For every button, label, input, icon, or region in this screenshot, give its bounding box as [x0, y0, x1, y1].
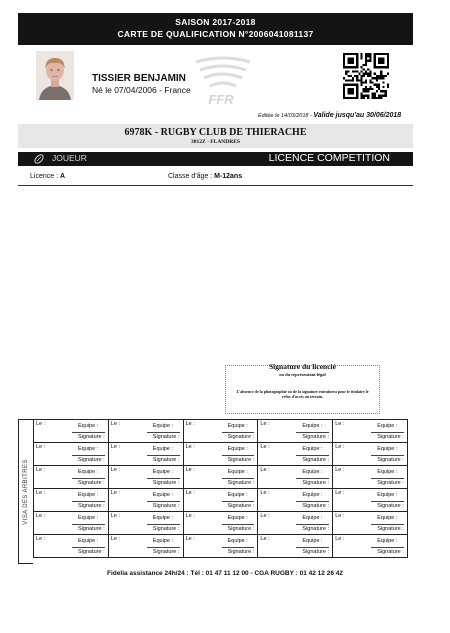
visa-team-label: Equipe : — [302, 515, 323, 521]
visa-team-label: Equipe : — [78, 446, 99, 452]
visa-team-label: Equipe : — [377, 469, 398, 475]
visa-signature-label: Signature : — [302, 526, 329, 532]
visa-date-label: Le : — [36, 490, 46, 496]
visa-cell[interactable] — [108, 489, 183, 512]
visa-team-label: Equipe : — [302, 492, 323, 498]
visa-team-label: Equipe : — [152, 492, 173, 498]
visa-team-label: Equipe : — [152, 469, 173, 475]
visa-cell[interactable] — [183, 489, 258, 512]
visa-row — [34, 420, 408, 443]
visa-date-label: Le : — [185, 490, 195, 496]
visa-row — [34, 443, 408, 466]
visa-date-label: Le : — [335, 536, 345, 542]
visa-cell-divider — [72, 547, 105, 548]
visa-cell-divider — [147, 432, 180, 433]
visa-cell-divider — [147, 501, 180, 502]
visa-cell[interactable] — [258, 443, 333, 466]
visa-signature-label: Signature : — [227, 434, 255, 440]
visa-signature-label: Signature : — [78, 503, 105, 509]
visa-team-label: Equipe : — [78, 492, 99, 498]
visa-row — [34, 489, 408, 512]
visa-date-label: Le : — [260, 421, 270, 427]
visa-date-label: Le : — [335, 421, 345, 427]
licence-type: LICENCE COMPETITION — [268, 152, 390, 164]
visa-date-label: Le : — [110, 513, 120, 519]
assistance-footer: Fidelia assistance 24h/24 : Tél : 01 47 11 12 00 - CGA RUGBY : 01 42 12 26 42 — [107, 570, 343, 577]
visa-cell[interactable] — [333, 443, 408, 466]
visa-cell[interactable] — [183, 443, 258, 466]
licence-value: A — [59, 173, 66, 180]
visa-cell[interactable] — [258, 466, 333, 489]
visa-cell-divider — [222, 524, 255, 525]
visa-team-label: Equipe : — [152, 446, 173, 452]
visa-date-label: Le : — [36, 513, 46, 519]
visa-cell-divider — [72, 524, 105, 525]
visa-team-label: Equipe : — [78, 469, 99, 475]
club-name: 6978K - RUGBY CLUB DE THIERACHE — [124, 127, 307, 138]
visa-team-label: Equipe : — [78, 423, 99, 429]
club-region: 3012Z - FLANDRES — [191, 139, 240, 145]
visa-cell-divider — [72, 455, 105, 456]
visa-team-label: Equipe : — [152, 515, 173, 521]
divider — [18, 185, 413, 186]
visa-cell-divider — [222, 478, 255, 479]
signature-subtitle: ou du représentant légal — [279, 372, 326, 377]
visa-cell-divider — [371, 455, 404, 456]
visa-cell[interactable] — [333, 512, 408, 535]
visa-cell[interactable] — [333, 489, 408, 512]
visa-team-label: Equipe : — [78, 515, 99, 521]
visa-cell-divider — [371, 501, 404, 502]
visa-date-label: Le : — [185, 467, 195, 473]
visa-row — [34, 535, 408, 558]
visa-cell-divider — [296, 524, 329, 525]
visa-date-label: Le : — [36, 421, 46, 427]
visa-cell-divider — [147, 455, 180, 456]
age-class-field — [168, 173, 242, 180]
signature-box — [225, 362, 380, 414]
visa-team-label: Equipe : — [152, 538, 173, 544]
card-number-title: CARTE DE QUALIFICATION N°2006041081137 — [117, 29, 314, 39]
referee-visa-label-box — [18, 419, 33, 564]
visa-team-label: Equipe : — [152, 423, 173, 429]
visa-date-label: Le : — [335, 513, 345, 519]
rugby-ball-icon — [33, 153, 45, 165]
visa-signature-label: Signature : — [152, 526, 180, 532]
qr-code — [343, 53, 389, 99]
visa-date-label: Le : — [185, 513, 195, 519]
visa-team-label: Equipe : — [227, 469, 248, 475]
visa-signature-label: Signature : — [377, 549, 404, 555]
club-band — [18, 124, 413, 148]
visa-team-label: Equipe : — [227, 538, 248, 544]
visa-team-label: Equipe : — [227, 446, 248, 452]
visa-signature-label: Signature : — [152, 503, 180, 509]
licence-label: Licence : — [30, 173, 59, 180]
edition-date: Editée le 14/03/2018 - — [258, 113, 314, 119]
visa-signature-label: Signature : — [302, 503, 329, 509]
visa-signature-label: Signature : — [302, 457, 329, 463]
player-name: TISSIER BENJAMIN — [92, 73, 186, 84]
visa-date-label: Le : — [260, 467, 270, 473]
visa-team-label: Equipe : — [78, 538, 99, 544]
visa-date-label: Le : — [110, 467, 120, 473]
visa-cell[interactable] — [108, 420, 183, 443]
visa-cell[interactable] — [108, 443, 183, 466]
visa-team-label: Equipe : — [377, 538, 398, 544]
visa-date-label: Le : — [185, 444, 195, 450]
visa-cell-divider — [222, 455, 255, 456]
visa-cell[interactable] — [183, 512, 258, 535]
visa-cell-divider — [371, 547, 404, 548]
visa-signature-label: Signature : — [227, 503, 255, 509]
visa-team-label: Equipe : — [302, 423, 323, 429]
visa-row — [34, 512, 408, 535]
visa-cell[interactable] — [34, 466, 109, 489]
visa-cell-divider — [296, 455, 329, 456]
visa-date-label: Le : — [36, 536, 46, 542]
visa-date-label: Le : — [260, 513, 270, 519]
visa-cell-divider — [371, 478, 404, 479]
visa-date-label: Le : — [260, 536, 270, 542]
visa-cell-divider — [222, 501, 255, 502]
visa-cell[interactable] — [34, 420, 109, 443]
visa-cell-divider — [296, 478, 329, 479]
visa-signature-label: Signature : — [227, 549, 255, 555]
visa-cell[interactable] — [34, 443, 109, 466]
visa-team-label: Equipe : — [302, 446, 323, 452]
visa-signature-label: Signature : — [152, 480, 180, 486]
visa-team-label: Equipe : — [302, 538, 323, 544]
visa-cell[interactable] — [333, 420, 408, 443]
visa-cell[interactable] — [333, 535, 408, 558]
visa-cell[interactable] — [34, 512, 109, 535]
licence-field — [30, 173, 65, 180]
visa-signature-label: Signature : — [302, 434, 329, 440]
visa-cell-divider — [72, 501, 105, 502]
visa-date-label: Le : — [110, 444, 120, 450]
visa-cell-divider — [222, 432, 255, 433]
visa-cell-divider — [371, 432, 404, 433]
visa-cell-divider — [296, 547, 329, 548]
referee-visa-grid — [33, 419, 408, 558]
visa-team-label: Equipe : — [377, 423, 398, 429]
visa-team-label: Equipe : — [377, 492, 398, 498]
visa-signature-label: Signature : — [152, 457, 180, 463]
visa-signature-label: Signature : — [302, 549, 329, 555]
visa-cell-divider — [72, 478, 105, 479]
visa-date-label: Le : — [185, 536, 195, 542]
visa-cell[interactable] — [258, 512, 333, 535]
visa-cell-divider — [222, 547, 255, 548]
visa-cell-divider — [371, 524, 404, 525]
visa-team-label: Equipe : — [377, 446, 398, 452]
valid-until: Valide jusqu'au 30/06/2018 — [313, 112, 402, 119]
visa-date-label: Le : — [260, 444, 270, 450]
category-band — [18, 152, 413, 166]
visa-date-label: Le : — [36, 467, 46, 473]
visa-team-label: Equipe : — [377, 515, 398, 521]
visa-cell[interactable] — [333, 466, 408, 489]
visa-signature-label: Signature : — [227, 526, 255, 532]
visa-signature-label: Signature : — [78, 480, 105, 486]
visa-team-label: Equipe : — [227, 515, 248, 521]
visa-cell[interactable] — [258, 489, 333, 512]
visa-signature-label: Signature : — [152, 434, 180, 440]
visa-signature-label: Signature : — [78, 526, 105, 532]
referee-visa-label: VISA DES ARBITRES — [23, 459, 29, 525]
visa-cell[interactable] — [34, 535, 109, 558]
visa-signature-label: Signature : — [377, 526, 404, 532]
visa-cell[interactable] — [183, 466, 258, 489]
visa-team-label: Equipe : — [227, 492, 248, 498]
visa-signature-label: Signature : — [377, 457, 404, 463]
visa-cell-divider — [147, 524, 180, 525]
visa-cell[interactable] — [108, 466, 183, 489]
visa-signature-label: Signature : — [227, 480, 255, 486]
visa-cell-divider — [296, 501, 329, 502]
visa-cell[interactable] — [108, 535, 183, 558]
player-birth: Né le 07/04/2006 - France — [92, 85, 191, 95]
visa-date-label: Le : — [110, 421, 120, 427]
visa-date-label: Le : — [110, 490, 120, 496]
visa-date-label: Le : — [260, 490, 270, 496]
visa-cell[interactable] — [34, 489, 109, 512]
validity-line — [258, 112, 401, 119]
ffr-logo — [188, 52, 258, 108]
player-role: JOUEUR — [52, 153, 87, 163]
visa-cell-divider — [72, 432, 105, 433]
visa-cell-divider — [147, 547, 180, 548]
ffr-logo-text: FFR — [208, 92, 234, 107]
visa-date-label: Le : — [36, 444, 46, 450]
visa-signature-label: Signature : — [227, 457, 255, 463]
visa-signature-label: Signature : — [78, 457, 105, 463]
visa-cell-divider — [147, 478, 180, 479]
visa-signature-label: Signature : — [152, 549, 180, 555]
visa-cell-divider — [296, 432, 329, 433]
visa-signature-label: Signature : — [377, 503, 404, 509]
visa-team-label: Equipe : — [227, 423, 248, 429]
visa-cell[interactable] — [108, 512, 183, 535]
visa-cell[interactable] — [183, 535, 258, 558]
signature-title: Signature du licencié — [269, 362, 336, 371]
visa-date-label: Le : — [185, 421, 195, 427]
visa-cell[interactable] — [258, 535, 333, 558]
visa-team-label: Equipe : — [302, 469, 323, 475]
season-title: SAISON 2017-2018 — [175, 17, 256, 27]
visa-cell[interactable] — [258, 420, 333, 443]
signature-note: L'absence de la photographie ou de la signature entraînera pour le titulaire le refus d'accès au terrain. — [236, 389, 369, 399]
visa-signature-label: Signature : — [377, 434, 404, 440]
visa-date-label: Le : — [335, 467, 345, 473]
player-photo — [36, 51, 74, 100]
card-header — [18, 13, 413, 45]
visa-row — [34, 466, 408, 489]
visa-signature-label: Signature : — [377, 480, 404, 486]
visa-date-label: Le : — [335, 444, 345, 450]
visa-signature-label: Signature : — [78, 434, 105, 440]
visa-date-label: Le : — [335, 490, 345, 496]
visa-signature-label: Signature : — [302, 480, 329, 486]
visa-signature-label: Signature : — [78, 549, 105, 555]
age-class-value: M-12ans — [214, 173, 243, 180]
visa-date-label: Le : — [110, 536, 120, 542]
age-class-label: Classe d'âge : — [168, 173, 213, 180]
visa-cell[interactable] — [183, 420, 258, 443]
